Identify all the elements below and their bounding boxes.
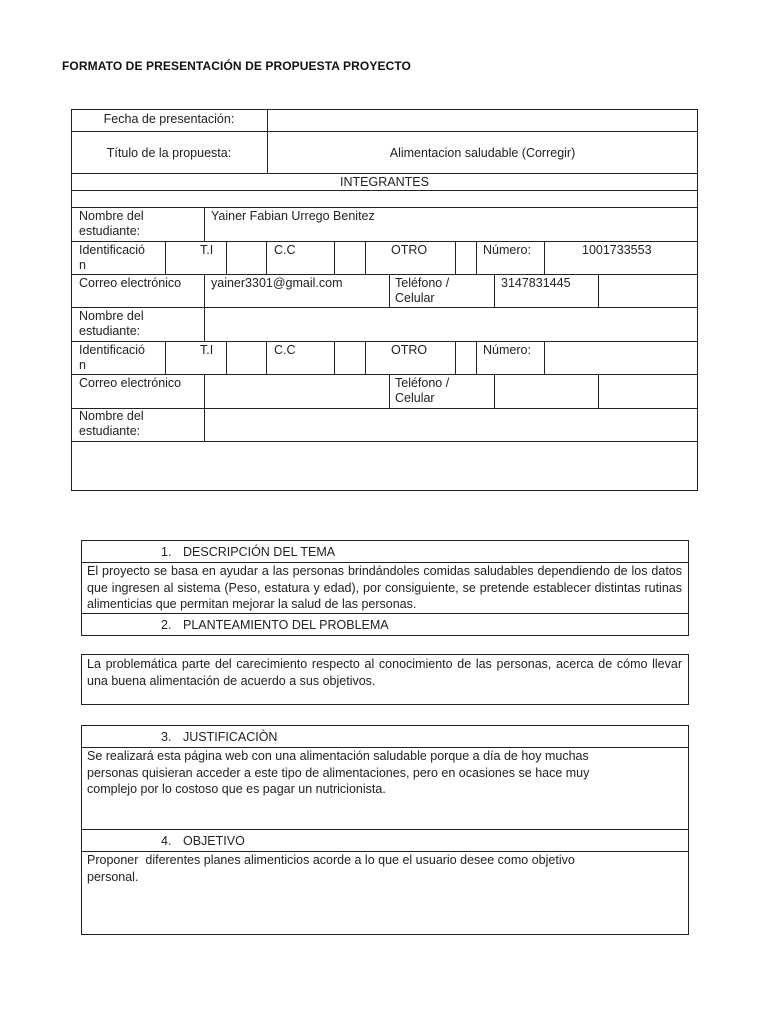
- title-value[interactable]: Alimentacion saludable (Corregir): [389, 146, 576, 160]
- phone-label: Teléfono / Celular: [395, 276, 450, 305]
- ti-label: T.I: [200, 243, 214, 257]
- section-1-heading: 1. DESCRIPCIÓN DEL TEMA: [161, 545, 336, 559]
- student-name-label: Nombre del estudiante:: [79, 409, 144, 438]
- cc-label: C.C: [274, 243, 296, 257]
- form-outer-border: [71, 109, 698, 491]
- numero-label: Número:: [483, 243, 531, 257]
- otro-label: OTRO: [391, 343, 428, 357]
- phone-label: Teléfono / Celular: [395, 376, 450, 405]
- section-4-text: Proponer diferentes planes alimenticios acorde a lo que el usuario desee como objetivo personal.: [87, 853, 575, 884]
- id-number-value[interactable]: 1001733553: [582, 243, 652, 257]
- ti-label: T.I: [200, 343, 214, 357]
- document-title: FORMATO DE PRESENTACIÓN DE PROPUESTA PROYECTO: [62, 59, 411, 73]
- section-2-heading: 2. PLANTEAMIENTO DEL PROBLEMA: [161, 618, 389, 632]
- student-name-value[interactable]: Yainer Fabian Urrego Benitez: [211, 209, 375, 223]
- section-4-heading: 4. OBJETIVO: [161, 834, 245, 848]
- title-label: Título de la propuesta:: [106, 146, 232, 160]
- email-value[interactable]: yainer3301@gmail.com: [211, 276, 343, 290]
- phone-value[interactable]: 3147831445: [501, 276, 571, 290]
- date-label: Fecha de presentación:: [103, 112, 235, 126]
- section-3-text: Se realizará esta página web con una alimentación saludable porque a día de hoy muchas personas quisieran acceder a este tipo de alimentaciones, pero en ocasiones se hace muy complejo por lo costoso que es pagar un nutricionista.: [87, 749, 590, 796]
- numero-label: Número:: [483, 343, 531, 357]
- id-label: Identificació n: [79, 343, 146, 372]
- section-1-text: El proyecto se basa en ayudar a las personas brindándoles comidas saludables dependiendo de los datos que ingresen al sistema (Peso, estatura y edad), por consiguiente, se pretende establecer distintas rutinas alimenticias que permitan mejorar la salud de las personas.: [87, 564, 682, 611]
- id-label: Identificació n: [79, 243, 146, 272]
- email-label: Correo electrónico: [79, 276, 182, 290]
- email-label: Correo electrónico: [79, 376, 182, 390]
- otro-label: OTRO: [391, 243, 428, 257]
- section-2-text: La problemática parte del carecimiento respecto al conocimiento de las personas, acerca de cómo llevar una buena alimentación de acuerdo a sus objetivos.: [87, 657, 682, 688]
- cc-label: C.C: [274, 343, 296, 357]
- student-name-label: Nombre del estudiante:: [79, 309, 144, 338]
- members-header: INTEGRANTES: [340, 175, 429, 189]
- student-name-label: Nombre del estudiante:: [79, 209, 144, 238]
- section-3-heading: 3. JUSTIFICACIÒN: [161, 730, 278, 744]
